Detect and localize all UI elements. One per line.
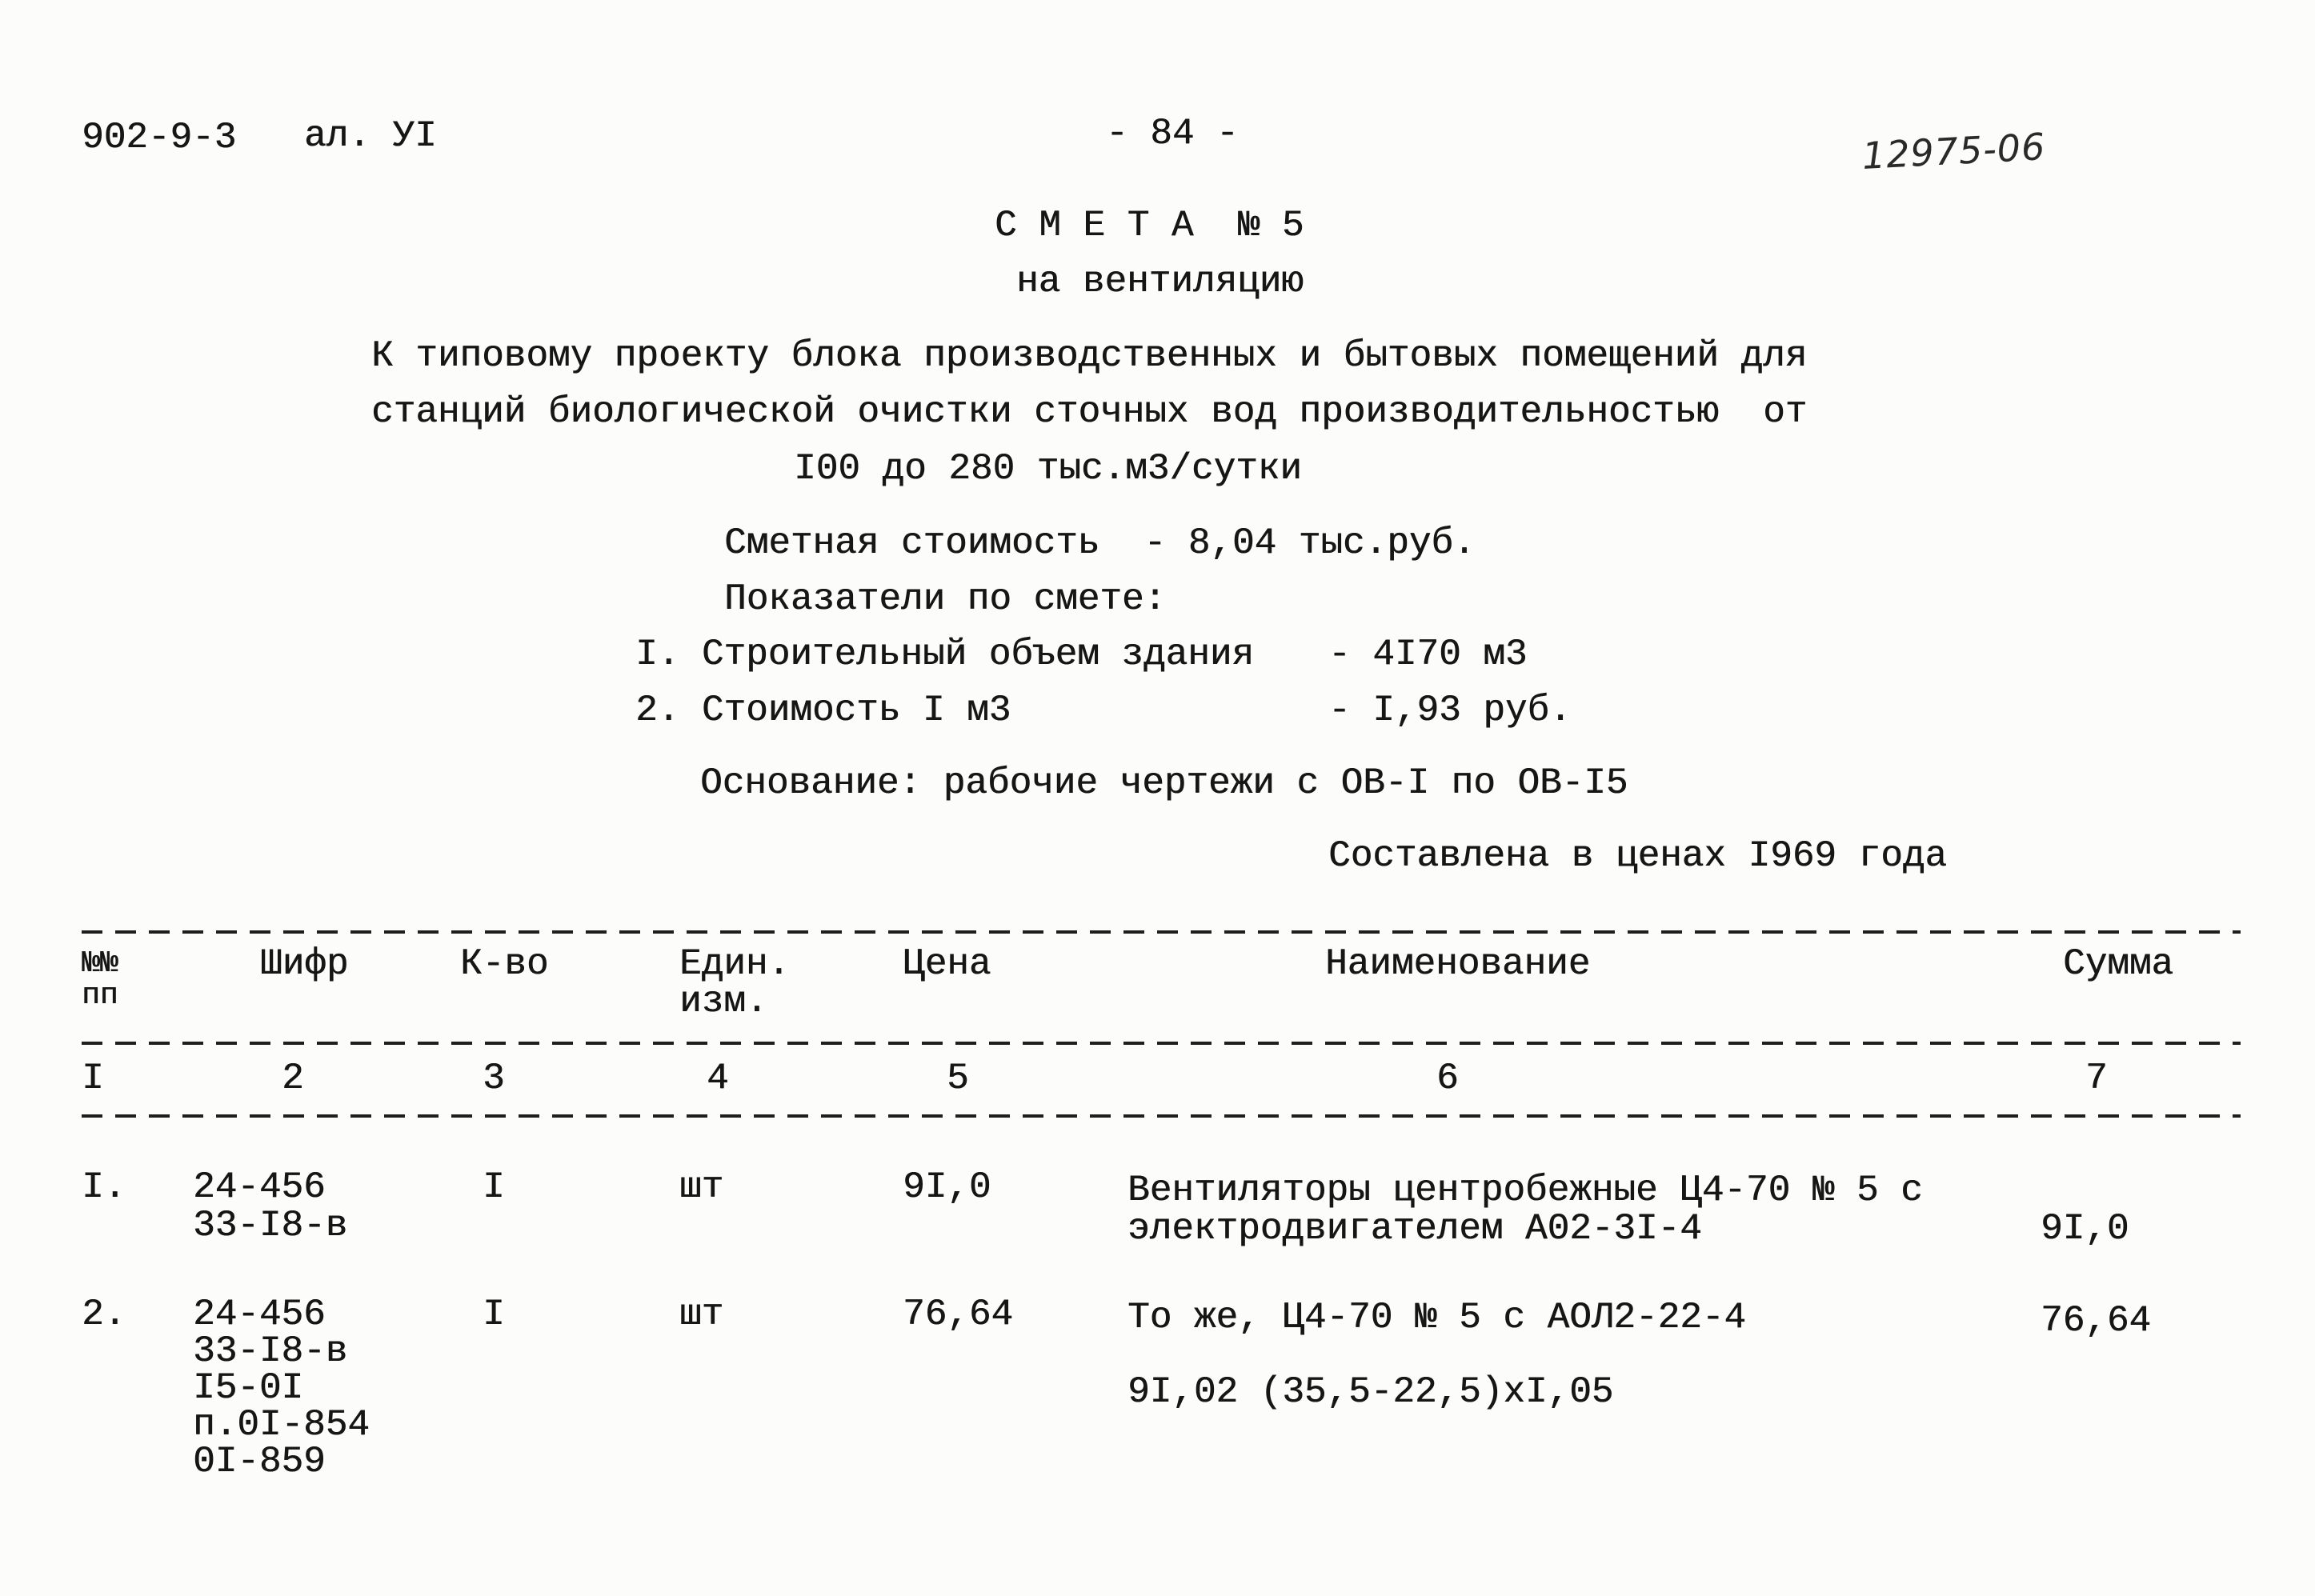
project-line-1: К типовому проекту блока производственных и бытовых помещений для <box>371 335 1808 377</box>
basis-line: Основание: рабочие чертежи с ОВ-I по ОВ-I5 <box>700 762 1628 804</box>
header-sum: Сумма <box>2063 943 2174 985</box>
col-number-5: 5 <box>947 1058 969 1099</box>
row-2-qty: I <box>483 1294 505 1335</box>
table-divider-top <box>82 930 2241 934</box>
row-2-codes <box>193 1296 370 1480</box>
row-1-codes <box>193 1166 348 1246</box>
row-1-qty: I <box>483 1166 505 1208</box>
indicator-2-label: 2. Стоимость I м3 <box>635 690 1011 731</box>
row-2-code-5: 0I-859 <box>193 1441 326 1482</box>
row-2-code-3: I5-0I <box>193 1367 304 1409</box>
row-2-name-line-1: То же, Ц4-70 № 5 с АОЛ2-22-4 <box>1127 1297 1746 1338</box>
header-unit-line-2: изм. <box>679 981 768 1022</box>
sheet-label: ал. УI <box>304 115 437 157</box>
header-qty: К-во <box>460 943 549 985</box>
table-divider-numbers <box>82 1114 2241 1118</box>
header-price: Цена <box>903 943 991 985</box>
indicator-1-label: I. Строительный объем здания <box>635 634 1254 675</box>
row-2-num: 2. <box>82 1294 126 1335</box>
row-2-code-4: п.0I-854 <box>193 1404 370 1446</box>
row-1-code-2: 33-I8-в <box>193 1205 348 1246</box>
row-2-unit: шт <box>679 1294 724 1335</box>
table-divider-header <box>82 1042 2241 1045</box>
header-num-line-2: пп <box>82 978 118 1013</box>
row-2-price: 76,64 <box>903 1294 1014 1335</box>
header-num-line-1: №№ <box>82 946 118 981</box>
header-name: Наименование <box>1325 943 1591 985</box>
page-number: - 84 - <box>1106 113 1239 154</box>
row-1-name-line-1: Вентиляторы центробежные Ц4-70 № 5 с <box>1127 1170 1923 1211</box>
col-number-7: 7 <box>2085 1058 2108 1099</box>
row-1-num: I. <box>82 1166 126 1208</box>
row-2-calculation: 9I,02 (35,5-22,5)хI,05 <box>1127 1371 1614 1413</box>
col-number-2: 2 <box>282 1058 304 1099</box>
col-number-6: 6 <box>1436 1058 1459 1099</box>
col-number-1: I <box>82 1058 104 1099</box>
row-2-code-2: 33-I8-в <box>193 1330 348 1372</box>
project-line-2: станций биологической очистки сточных вод производительностью от <box>371 391 1808 433</box>
row-1-price: 9I,0 <box>903 1166 991 1208</box>
row-1-unit: шт <box>679 1166 724 1208</box>
estimated-cost: Сметная стоимость - 8,04 тыс.руб. <box>724 522 1476 564</box>
row-1-sum: 9I,0 <box>2041 1208 2129 1250</box>
row-1-code-1: 24-456 <box>193 1166 326 1208</box>
doc-code: 902-9-3 <box>82 117 237 158</box>
document-subtitle: на вентиляцию <box>1016 261 1304 302</box>
document-title: С М Е Т А № 5 <box>995 205 1304 246</box>
row-2-sum: 76,64 <box>2041 1300 2152 1342</box>
handwritten-number: 12975-06 <box>1860 125 2047 178</box>
row-2-code-1: 24-456 <box>193 1294 326 1335</box>
header-code: Шифр <box>260 943 349 985</box>
indicators-label: Показатели по смете: <box>724 578 1167 620</box>
col-number-3: 3 <box>483 1058 505 1099</box>
row-1-name-line-2: электродвигателем А02-3I-4 <box>1127 1208 1702 1250</box>
project-line-3: I00 до 280 тыс.м3/сутки <box>794 448 1302 490</box>
price-level-line: Составлена в ценах I969 года <box>1328 835 1947 877</box>
col-number-4: 4 <box>707 1058 729 1099</box>
header-unit-line-1: Един. <box>679 943 791 985</box>
indicator-2-value: - I,93 руб. <box>1328 690 1572 731</box>
indicator-1-value: - 4I70 м3 <box>1328 634 1528 675</box>
